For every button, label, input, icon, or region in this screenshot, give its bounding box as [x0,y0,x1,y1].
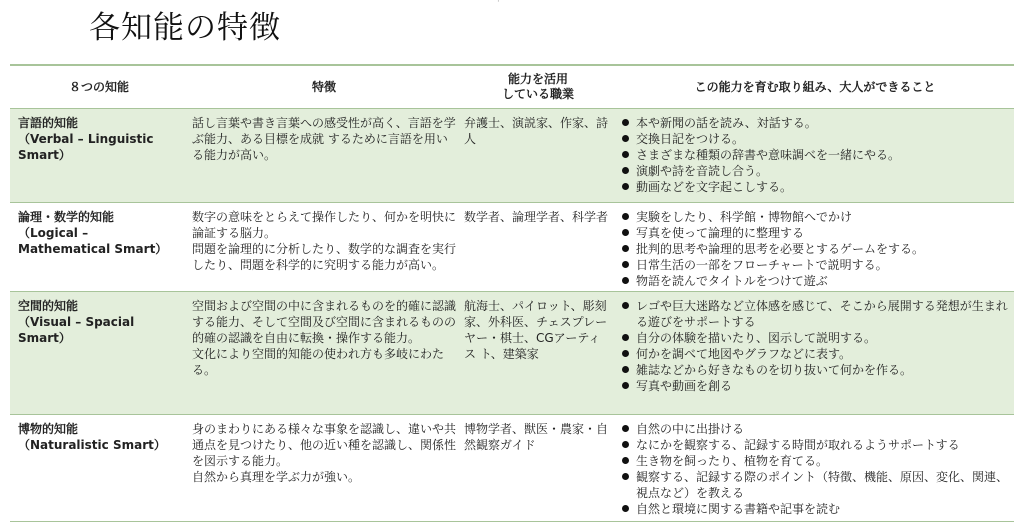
list-item: 交換日記をつける。 [620,131,1010,147]
table-row [10,203,1014,292]
header-activities: この能力を育む取り組み、大人ができること [694,80,936,94]
list-item: 演劇や詩を音読し合う。 [620,163,1010,179]
activity-list [620,115,1010,195]
intelligence-jobs: 弁護士、演説家、作家、詩人 [464,116,609,146]
intelligence-feature: 身のまわりにある様々な事象を認識し、違いや共通点を見つけたり、他の近い種を認識し、関係性を図示する能力。 自然から真理を学ぶ力が強い。 [192,422,457,484]
activity-list [620,209,1010,289]
list-item: 日常生活の一部をフローチャートで説明する。 [620,257,1010,273]
header-intelligence: ８つの知能 [68,80,129,94]
list-item: なにかを観察する、記録する時間が取れるようサポートする [620,437,1010,453]
list-item: 写真や動画を創る [620,378,1010,394]
intelligence-feature: 話し言葉や書き言葉への感受性が高く、言語を学ぶ能力、ある目標を成就 するために言語を用いる能力が高い。 [192,116,456,162]
intelligence-table [10,64,1014,522]
list-item: 物語を読んでタイトルをつけて遊ぶ [620,273,1010,289]
intelligence-feature: 空間および空間の中に含まれるものを的確に認識する能力、そして空間及び空間に含まれるものの的確の認識を自由に転換・操作する能力。 文化により空間的知能の使われ方も多岐にわたる。 [192,299,457,377]
intelligence-name: 空間的知能 （Visual – Spacial Smart） [18,299,135,345]
intelligence-activities [616,203,1014,291]
table-row [10,415,1014,522]
list-item: 写真を使って論理的に整理する [620,225,1010,241]
list-item: 自分の体験を描いたり、図示して説明する。 [620,330,1010,346]
intelligence-activities [616,109,1014,202]
list-item: 何かを調べて地図やグラフなどに表す。 [620,346,1010,362]
activity-list [620,298,1010,394]
header-feature: 特徴 [311,80,336,94]
intelligence-name: 言語的知能 （Verbal – Linguistic Smart） [18,116,154,162]
intelligence-feature: 数字の意味をとらえて操作したり、何かを明快に論証する脳力。 問題を論理的に分析したり、数学的な調査を実行したり、問題を科学的に究明する能力が高い。 [192,210,457,272]
page-title: 各知能の特徴 [89,10,281,46]
list-item: 動画などを文字起こしする。 [620,179,1010,195]
activity-list [620,421,1010,517]
table-row [10,109,1014,203]
corner-mark: ⌐ [497,0,505,6]
list-item: レゴや巨大迷路など立体感を感じて、そこから展開する発想が生まれる遊びをサポートする [620,298,1010,330]
table-header-row [10,66,1014,109]
list-item: 観察する、記録する際のポイント（特徴、機能、原因、変化、関連、視点など）を教える [620,469,1010,501]
list-item: 雑誌などから好きなものを切り抜いて何かを作る。 [620,362,1010,378]
list-item: 批判的思考や論理的思考を必要とするゲームをする。 [620,241,1010,257]
intelligence-name: 論理・数学的知能 （Logical – Mathematical Smart） [18,210,168,256]
intelligence-name: 博物的知能 （Naturalistic Smart） [18,422,166,452]
list-item: 自然の中に出掛ける [620,421,1010,437]
list-item: さまざまな種類の辞書や意味調べを一緒にやる。 [620,147,1010,163]
intelligence-activities [616,415,1014,521]
intelligence-activities [616,292,1014,414]
header-jobs: 能力を活用 している職業 [501,72,574,101]
list-item: 実験をしたり、科学館・博物館へでかけ [620,209,1010,225]
list-item: 生き物を飼ったり、植物を育てる。 [620,453,1010,469]
intelligence-jobs: 数学者、論理学者、科学者 [464,210,609,224]
list-item: 本や新聞の話を読み、対話する。 [620,115,1010,131]
list-item: 自然と環境に関する書籍や記事を読む [620,501,1010,517]
intelligence-jobs: 航海士、パイロット、彫刻家、外科医、チェスプレーヤー・棋士、CGアーティス ト、建築家 [464,299,608,361]
intelligence-jobs: 博物学者、獣医・農家・自然観察ガイド [464,422,609,452]
table-row [10,292,1014,415]
